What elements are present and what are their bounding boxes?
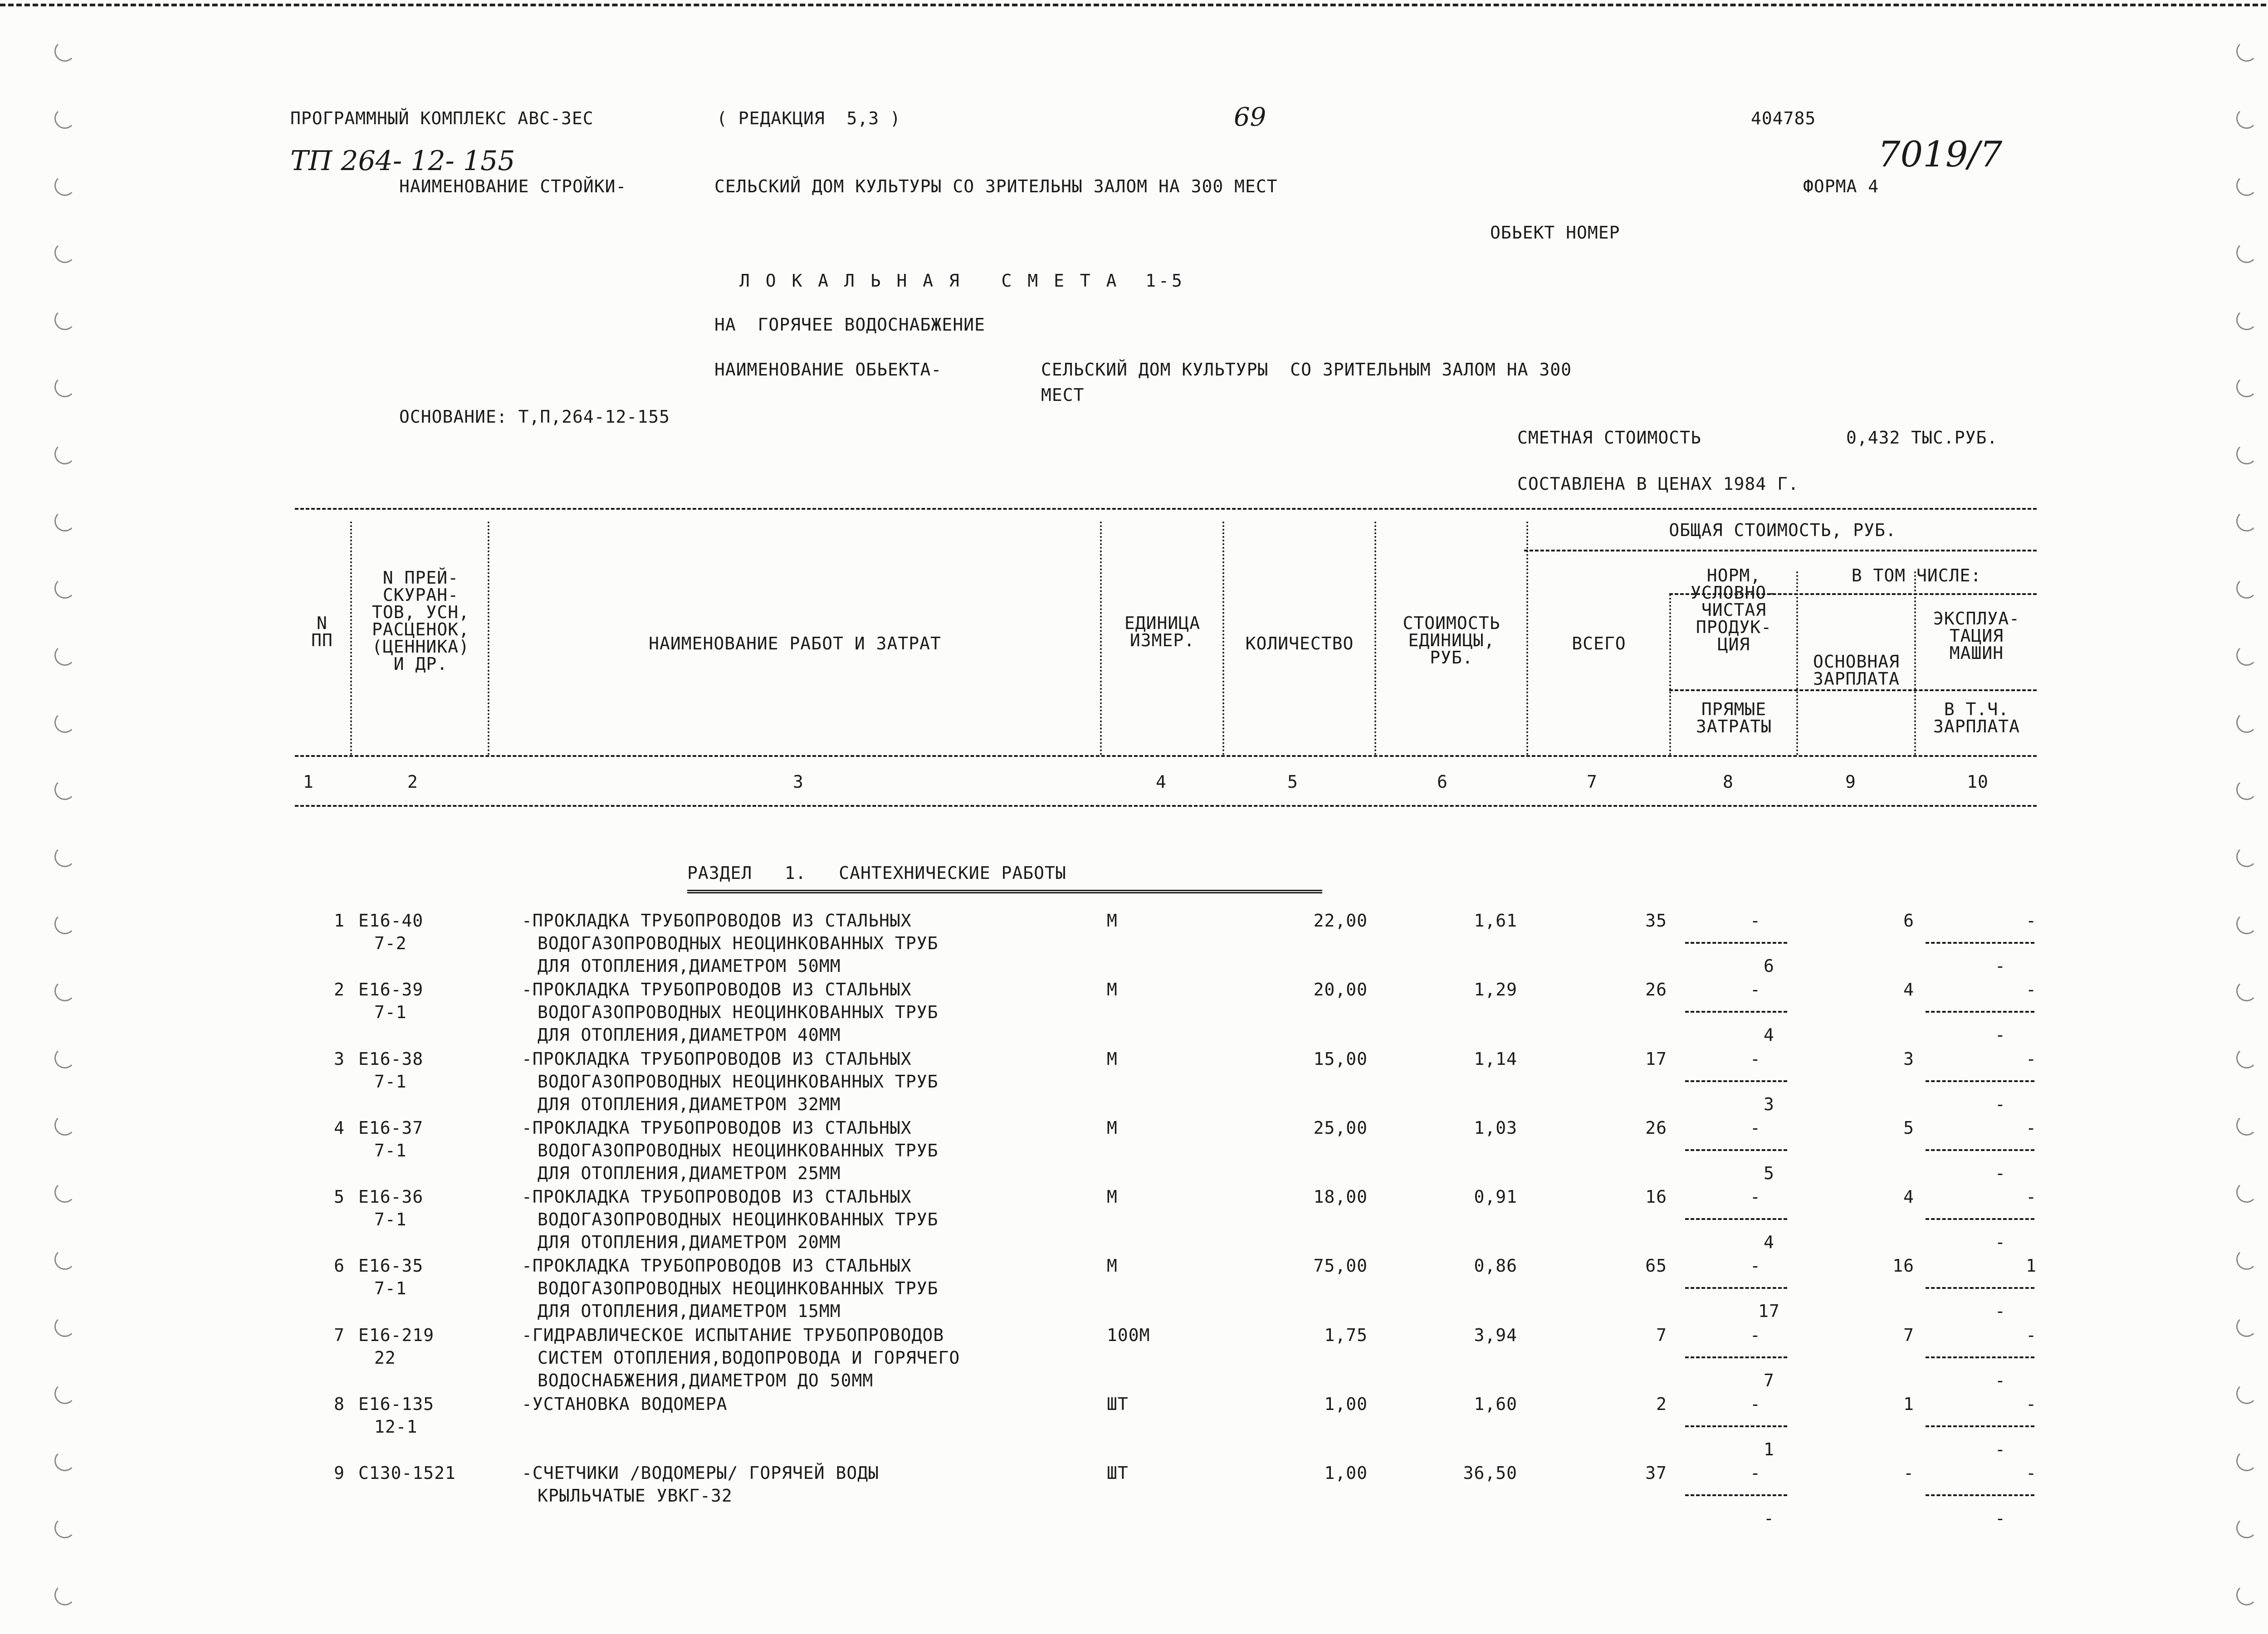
row-name-line: -ПРОКЛАДКА ТРУБОПРОВОДОВ ИЗ СТАЛЬНЫХ [522, 911, 912, 931]
row-number: 8 [334, 1394, 345, 1414]
row-name-line: ДЛЯ ОТОПЛЕНИЯ,ДИАМЕТРОМ 25ММ [538, 1163, 841, 1183]
row-total: 2 [1656, 1394, 1667, 1414]
row-unit: ШТ [1107, 1463, 1129, 1483]
row-unit: М [1107, 1256, 1118, 1276]
perforation-hole [2236, 1048, 2257, 1068]
column-number: 10 [1967, 772, 1989, 792]
row-unit-price: 0,91 [1474, 1187, 1517, 1207]
col-total: ВСЕГО [1572, 634, 1626, 654]
perforation-hole [2236, 1115, 2257, 1136]
row-name-line: -ПРОКЛАДКА ТРУБОПРОВОДОВ ИЗ СТАЛЬНЫХ [522, 1118, 912, 1138]
row-name-line: -УСТАНОВКА ВОДОМЕРА [522, 1394, 728, 1414]
row-unit: 100М [1107, 1325, 1150, 1345]
row-split-rule [1926, 1356, 2034, 1358]
row-name-line: ВОДОГАЗОПРОВОДНЫХ НЕОЦИНКОВАННЫХ ТРУБ [538, 933, 938, 953]
perforation-hole [54, 1383, 75, 1404]
object-number: ОБЬЕКТ НОМЕР [1490, 223, 1620, 243]
row-code: Е16-35 [358, 1256, 424, 1276]
row-direct-costs: 4 [1764, 1025, 1774, 1045]
object-name-line1: СЕЛЬСКИЙ ДОМ КУЛЬТУРЫ СО ЗРИТЕЛЬНЫМ ЗАЛОМ НА 300 [1041, 360, 1572, 380]
col-divider [1526, 522, 1528, 755]
cost-value: 0,432 ТЫС.РУБ. [1846, 428, 1998, 448]
document-code: 404785 [1751, 108, 1816, 128]
page-number: 69 [1234, 102, 1266, 132]
row-norm-production: - [1750, 1256, 1761, 1276]
row-direct-costs: - [1764, 1508, 1774, 1528]
row-quantity: 18,00 [1313, 1187, 1368, 1207]
row-unit: М [1107, 1049, 1118, 1069]
row-norm-production: - [1750, 1187, 1761, 1207]
row-total: 7 [1656, 1325, 1667, 1345]
row-total: 65 [1645, 1256, 1667, 1276]
row-split-rule [1926, 1287, 2034, 1289]
perforation-hole [2236, 444, 2257, 464]
row-machines-salary: - [1995, 1094, 2006, 1114]
col-divider [1669, 594, 1671, 755]
row-split-rule [1685, 1011, 1787, 1013]
col-qty: КОЛИЧЕСТВО [1245, 634, 1354, 654]
row-split-rule [1685, 1425, 1787, 1427]
row-split-rule [1685, 1080, 1787, 1082]
program-name: ПРОГРАММНЫЙ КОМПЛЕКС АВС-3ЕС [290, 108, 594, 128]
row-quantity: 20,00 [1313, 980, 1368, 1000]
row-name-line: ДЛЯ ОТОПЛЕНИЯ,ДИАМЕТРОМ 20ММ [538, 1232, 841, 1252]
row-quantity: 15,00 [1313, 1049, 1368, 1069]
row-unit-price: 3,94 [1474, 1325, 1517, 1345]
perforation-hole [54, 846, 75, 867]
row-direct-costs: 1 [1764, 1439, 1774, 1459]
construction-name: СЕЛЬСКИЙ ДОМ КУЛЬТУРЫ СО ЗРИТЕЛЬНЫ ЗАЛОМ НА 300 МЕСТ [714, 176, 1278, 196]
row-unit: М [1107, 911, 1118, 931]
row-machines-salary: - [1995, 1025, 2006, 1045]
row-quantity: 1,00 [1324, 1394, 1368, 1414]
col-machines: ЭКСПЛУА- ТАЦИЯ МАШИН [1933, 609, 2020, 663]
perforation-hole [54, 913, 75, 934]
row-number: 5 [334, 1187, 345, 1207]
row-base-salary: 5 [1903, 1118, 1914, 1138]
row-name-line: ВОДОСНАБЖЕНИЯ,ДИАМЕТРОМ ДО 50ММ [538, 1371, 874, 1390]
row-quantity: 22,00 [1313, 911, 1368, 931]
perforation-hole [2236, 511, 2257, 532]
row-unit-price: 1,03 [1474, 1118, 1517, 1138]
perforation-hole [54, 108, 75, 129]
row-code: Е16-219 [358, 1325, 435, 1345]
col-divider [1914, 571, 1916, 755]
row-norm-production: - [1750, 1118, 1761, 1138]
perforation-hole [54, 1249, 75, 1270]
perforation-hole [2236, 712, 2257, 733]
col-divider [1374, 522, 1376, 755]
perforation-hole [54, 645, 75, 666]
group-rule [1524, 550, 2037, 551]
handwritten-ref: 7019/7 [1878, 134, 2003, 175]
perforation-hole [2236, 242, 2257, 263]
row-code: Е16-39 [358, 980, 424, 1000]
row-unit-price: 1,14 [1474, 1049, 1517, 1069]
row-machines: - [2026, 1187, 2037, 1207]
column-number: 4 [1156, 772, 1167, 792]
section-title: РАЗДЕЛ 1. САНТЕХНИЧЕСКИЕ РАБОТЫ [687, 863, 1066, 883]
perforation-hole [54, 1517, 75, 1538]
construction-label: НАИМЕНОВАНИЕ СТРОЙКИ- [399, 176, 627, 196]
row-machines: - [2026, 1049, 2037, 1069]
perforation-hole [2236, 1249, 2257, 1270]
perforation-hole [2236, 913, 2257, 934]
perforation-hole [54, 175, 75, 196]
col-divider [1100, 522, 1102, 755]
row-norm-production: - [1750, 1463, 1761, 1483]
row-total: 37 [1645, 1463, 1667, 1483]
col-code: N ПРЕЙ- СКУРАН- ТОВ, УСН, РАСЦЕНОК, (ЦЕННИКА) И ДР. [372, 568, 469, 674]
column-number: 7 [1587, 772, 1598, 792]
row-code: С130-1521 [358, 1463, 456, 1483]
perforation-hole [54, 376, 75, 397]
row-machines-salary: - [1995, 1439, 2006, 1459]
perforation-hole [2236, 779, 2257, 800]
column-number: 3 [793, 772, 804, 792]
row-code-sub: 7-1 [374, 1278, 407, 1298]
header-bottom-rule [295, 755, 2037, 757]
row-split-rule [1685, 1218, 1787, 1220]
sub-rule [1669, 689, 2037, 691]
row-name-line: -ПРОКЛАДКА ТРУБОПРОВОДОВ ИЗ СТАЛЬНЫХ [522, 980, 912, 1000]
row-quantity: 25,00 [1313, 1118, 1368, 1138]
row-name-line: ВОДОГАЗОПРОВОДНЫХ НЕОЦИНКОВАННЫХ ТРУБ [538, 1210, 938, 1229]
row-number: 6 [334, 1256, 345, 1276]
row-total: 17 [1645, 1049, 1667, 1069]
perforation-hole [2236, 1517, 2257, 1538]
row-number: 4 [334, 1118, 345, 1138]
row-code-sub: 7-1 [374, 1002, 407, 1022]
column-number: 8 [1723, 772, 1734, 792]
row-name-line: ДЛЯ ОТОПЛЕНИЯ,ДИАМЕТРОМ 40ММ [538, 1025, 841, 1045]
row-split-rule [1685, 1149, 1787, 1151]
column-number: 1 [303, 772, 314, 792]
row-machines: - [2026, 1463, 2037, 1483]
row-total: 35 [1645, 911, 1667, 931]
col-total-group: ОБЩАЯ СТОИМОСТЬ, РУБ. [1669, 520, 1897, 540]
row-direct-costs: 17 [1758, 1301, 1780, 1321]
row-unit-price: 1,29 [1474, 980, 1517, 1000]
row-name-line: -ПРОКЛАДКА ТРУБОПРОВОДОВ ИЗ СТАЛЬНЫХ [522, 1256, 912, 1276]
row-number: 7 [334, 1325, 345, 1345]
row-name-line: СИСТЕМ ОТОПЛЕНИЯ,ВОДОПРОВОДА И ГОРЯЧЕГО [538, 1348, 960, 1368]
col-direct: ПРЯМЫЕ ЗАТРАТЫ [1696, 699, 1772, 737]
perforation-hole [2236, 309, 2257, 330]
perforation-hole [2236, 578, 2257, 599]
row-norm-production: - [1750, 980, 1761, 1000]
row-split-rule [1926, 1011, 2034, 1013]
row-norm-production: - [1750, 1325, 1761, 1345]
col-divider [1796, 571, 1798, 755]
row-machines-salary: - [1995, 1508, 2006, 1528]
row-code: Е16-36 [358, 1187, 424, 1207]
perforation-hole [2236, 1585, 2257, 1605]
edition: ( РЕДАКЦИЯ 5,3 ) [717, 108, 901, 128]
row-base-salary: 7 [1903, 1325, 1914, 1345]
row-name-line: ВОДОГАЗОПРОВОДНЫХ НЕОЦИНКОВАННЫХ ТРУБ [538, 1002, 938, 1022]
row-split-rule [1926, 1494, 2034, 1496]
row-name-line: ДЛЯ ОТОПЛЕНИЯ,ДИАМЕТРОМ 32ММ [538, 1094, 841, 1114]
row-quantity: 1,00 [1324, 1463, 1368, 1483]
perforation-hole [54, 309, 75, 330]
row-unit: М [1107, 980, 1118, 1000]
row-split-rule [1685, 1356, 1787, 1358]
row-base-salary: 16 [1892, 1256, 1914, 1276]
handwritten-code: ТП 264- 12- 155 [290, 145, 515, 177]
perforation-hole [2236, 1316, 2257, 1337]
row-total: 26 [1645, 980, 1667, 1000]
row-total: 16 [1645, 1187, 1667, 1207]
row-norm-production: - [1750, 911, 1761, 931]
row-code: Е16-38 [358, 1049, 424, 1069]
row-name-line: -ПРОКЛАДКА ТРУБОПРОВОДОВ ИЗ СТАЛЬНЫХ [522, 1049, 912, 1069]
perforation-hole [54, 712, 75, 733]
object-label: НАИМЕНОВАНИЕ ОБЬЕКТА- [714, 360, 942, 380]
cost-label: СМЕТНАЯ СТОИМОСТЬ [1517, 428, 1701, 448]
row-base-salary: 4 [1903, 1187, 1914, 1207]
document-title: Л О К А Л Ь Н А Я С М Е Т А 1-5 [739, 271, 1185, 291]
row-direct-costs: 6 [1764, 956, 1774, 976]
row-number: 1 [334, 911, 345, 931]
row-number: 2 [334, 980, 345, 1000]
col-divider [1222, 522, 1224, 755]
row-machines: - [2026, 911, 2037, 931]
row-split-rule [1685, 1287, 1787, 1289]
perforation-hole [54, 511, 75, 532]
row-split-rule [1926, 1149, 2034, 1151]
col-norm: НОРМ, УСЛОВНО- ЧИСТАЯ ПРОДУК- ЦИЯ [1690, 566, 1778, 654]
row-name-line: -ПРОКЛАДКА ТРУБОПРОВОДОВ ИЗ СТАЛЬНЫХ [522, 1187, 912, 1207]
perforation-hole [2236, 1182, 2257, 1203]
row-direct-costs: 4 [1764, 1232, 1774, 1252]
row-unit: М [1107, 1118, 1118, 1138]
col-salary: ОСНОВНАЯ ЗАРПЛАТА [1813, 652, 1900, 689]
row-split-rule [1926, 1425, 2034, 1427]
row-name-line: КРЫЛЬЧАТЫЕ УВКГ-32 [538, 1486, 733, 1506]
perforation-hole [2236, 1383, 2257, 1404]
form-label: ФОРМА 4 [1803, 176, 1879, 196]
row-machines-salary: - [1995, 1371, 2006, 1390]
row-unit-price: 1,60 [1474, 1394, 1517, 1414]
row-code-sub: 7-1 [374, 1072, 407, 1092]
row-unit: М [1107, 1187, 1118, 1207]
column-number: 9 [1845, 772, 1856, 792]
column-number: 5 [1287, 772, 1298, 792]
perforation-hole [54, 578, 75, 599]
perforation-hole [54, 1585, 75, 1605]
perforation-hole [54, 1182, 75, 1203]
perforation-hole [54, 1316, 75, 1337]
row-code: Е16-37 [358, 1118, 424, 1138]
perforation-hole [54, 444, 75, 464]
column-number: 2 [407, 772, 418, 792]
row-code-sub: 7-2 [374, 933, 407, 953]
document-subtitle: НА ГОРЯЧЕЕ ВОДОСНАБЖЕНИЕ [714, 315, 985, 335]
row-base-salary: 4 [1903, 980, 1914, 1000]
row-code-sub: 22 [374, 1348, 396, 1368]
col-divider [488, 522, 489, 755]
row-unit: ШТ [1107, 1394, 1129, 1414]
column-number: 6 [1437, 772, 1448, 792]
row-name-line: -СЧЕТЧИКИ /ВОДОМЕРЫ/ ГОРЯЧЕЙ ВОДЫ [522, 1463, 879, 1483]
col-unit: ЕДИНИЦА ИЗМЕР. [1124, 613, 1201, 650]
row-number: 3 [334, 1049, 345, 1069]
row-name-line: -ГИДРАВЛИЧЕСКОЕ ИСПЫТАНИЕ ТРУБОПРОВОДОВ [522, 1325, 944, 1345]
row-code-sub: 7-1 [374, 1141, 407, 1161]
numbers-bottom-rule [295, 805, 2037, 807]
row-base-salary: 6 [1903, 911, 1914, 931]
row-name-line: ДЛЯ ОТОПЛЕНИЯ,ДИАМЕТРОМ 50ММ [538, 956, 841, 976]
perforation-hole [2236, 175, 2257, 196]
row-machines: - [2026, 1118, 2037, 1138]
col-name: НАИМЕНОВАНИЕ РАБОТ И ЗАТРАТ [649, 634, 941, 654]
row-number: 9 [334, 1463, 345, 1483]
row-base-salary: 3 [1903, 1049, 1914, 1069]
row-machines-salary: - [1995, 1301, 2006, 1321]
row-machines-salary: - [1995, 956, 2006, 976]
row-split-rule [1926, 1080, 2034, 1082]
row-direct-costs: 7 [1764, 1371, 1774, 1390]
object-name-line2: МЕСТ [1041, 385, 1085, 405]
row-code-sub: 7-1 [374, 1210, 407, 1229]
row-quantity: 1,75 [1324, 1325, 1368, 1345]
prices-year: СОСТАВЛЕНА В ЦЕНАХ 1984 Г. [1517, 474, 1799, 494]
header-top-rule [295, 508, 2037, 510]
row-norm-production: - [1750, 1394, 1761, 1414]
perforation-hole [54, 41, 75, 62]
row-machines: - [2026, 1394, 2037, 1414]
row-split-rule [1926, 1218, 2034, 1220]
row-machines-salary: - [1995, 1163, 2006, 1183]
row-code: Е16-40 [358, 911, 424, 931]
row-norm-production: - [1750, 1049, 1761, 1069]
row-machines-salary: - [1995, 1232, 2006, 1252]
row-direct-costs: 3 [1764, 1094, 1774, 1114]
row-split-rule [1926, 942, 2034, 944]
row-code: Е16-135 [358, 1394, 435, 1414]
row-name-line: ДЛЯ ОТОПЛЕНИЯ,ДИАМЕТРОМ 15ММ [538, 1301, 841, 1321]
row-split-rule [1685, 1494, 1787, 1496]
row-name-line: ВОДОГАЗОПРОВОДНЫХ НЕОЦИНКОВАННЫХ ТРУБ [538, 1278, 938, 1298]
perforation-hole [54, 779, 75, 800]
row-total: 26 [1645, 1118, 1667, 1138]
row-base-salary: 1 [1903, 1394, 1914, 1414]
col-n: N ПП [311, 613, 333, 650]
row-unit-price: 36,50 [1463, 1463, 1517, 1483]
perforation-hole [2236, 41, 2257, 62]
perforation-hole [54, 1115, 75, 1136]
row-direct-costs: 5 [1764, 1163, 1774, 1183]
perforation-hole [54, 1450, 75, 1471]
row-name-line: ВОДОГАЗОПРОВОДНЫХ НЕОЦИНКОВАННЫХ ТРУБ [538, 1072, 938, 1092]
perforation-hole [2236, 980, 2257, 1001]
row-code-sub: 12-1 [374, 1417, 418, 1437]
row-machines: 1 [2026, 1256, 2037, 1276]
row-unit-price: 0,86 [1474, 1256, 1517, 1276]
col-incl: В ТОМ ЧИСЛЕ: [1851, 566, 1982, 585]
perforation-hole [2236, 1450, 2257, 1471]
perforation-hole [2236, 376, 2257, 397]
perforation-hole [54, 1048, 75, 1068]
perforation-hole [54, 242, 75, 263]
section-underline [687, 890, 1322, 893]
basis: ОСНОВАНИЕ: Т,П,264-12-155 [399, 407, 670, 427]
row-machines: - [2026, 1325, 2037, 1345]
row-split-rule [1685, 942, 1787, 944]
perforation-hole [54, 980, 75, 1001]
col-unit-cost: СТОИМОСТЬ ЕДИНИЦЫ, РУБ. [1403, 613, 1501, 668]
perforation-hole [2236, 645, 2257, 666]
row-machines: - [2026, 980, 2037, 1000]
row-base-salary: - [1903, 1463, 1914, 1483]
row-name-line: ВОДОГАЗОПРОВОДНЫХ НЕОЦИНКОВАННЫХ ТРУБ [538, 1141, 938, 1161]
col-machines-salary: В Т.Ч. ЗАРПЛАТА [1933, 699, 2020, 737]
top-tear-line [0, 4, 2268, 6]
row-unit-price: 1,61 [1474, 911, 1517, 931]
perforation-hole [2236, 846, 2257, 867]
perforation-hole [2236, 108, 2257, 129]
col-divider [350, 522, 352, 755]
row-quantity: 75,00 [1313, 1256, 1368, 1276]
